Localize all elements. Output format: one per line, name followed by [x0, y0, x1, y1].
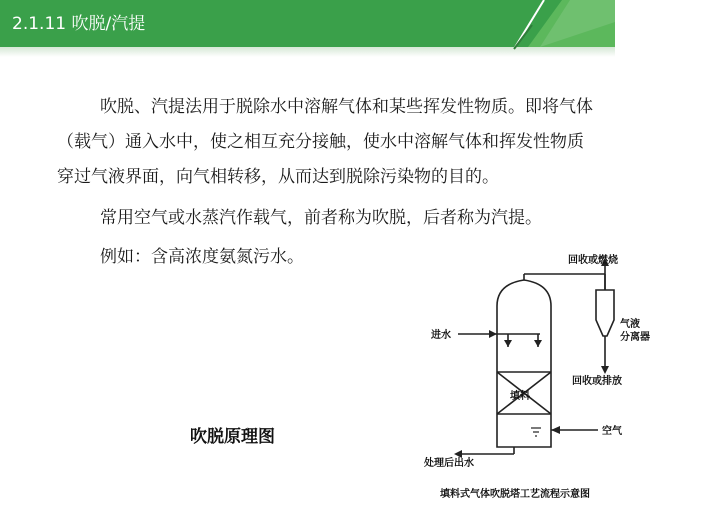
label-recovery-discharge: 回收或排放: [572, 376, 622, 387]
diagram-caption: 吹脱原理图: [190, 427, 275, 447]
arrow-down-icon: [601, 366, 609, 374]
label-packing: 填料: [510, 391, 530, 402]
paragraph-line-1: 吹脱、汽提法用于脱除水中溶解气体和某些挥发性物质。即将气体: [100, 97, 593, 117]
paragraph-line-5: 例如：含高浓度氨氮污水。: [100, 247, 304, 267]
arrow-left-icon: [551, 426, 560, 434]
label-inlet: 进水: [431, 330, 451, 341]
slide-title: 2.1.11 吹脱/汽提: [12, 14, 146, 34]
spray-arrow-icon: [504, 340, 512, 347]
paragraph-line-3: 穿过气液界面，向气相转移，从而达到脱除污染物的目的。: [57, 167, 499, 187]
label-air: 空气: [602, 426, 622, 437]
arrow-left-icon: [454, 450, 462, 458]
label-outlet: 处理后出水: [424, 458, 474, 469]
tower-body: [497, 280, 551, 447]
arrow-right-icon: [489, 330, 497, 338]
header-decoration-icon: [500, 0, 618, 60]
paragraph-line-2: （载气）通入水中，使之相互充分接触，使水中溶解气体和挥发性物质: [57, 132, 584, 152]
separator-vessel: [596, 290, 614, 336]
paragraph-line-4: 常用空气或水蒸汽作载气，前者称为吹脱，后者称为汽提。: [100, 208, 542, 228]
label-recovery-burn: 回收或燃烧: [568, 255, 618, 266]
spray-arrow-icon: [534, 340, 542, 347]
label-separator-1: 气液: [620, 319, 640, 330]
stripping-tower-diagram: [418, 244, 698, 506]
diagram-title: 填料式气体吹脱塔工艺流程示意图: [440, 489, 590, 500]
label-separator-2: 分离器: [620, 332, 650, 343]
